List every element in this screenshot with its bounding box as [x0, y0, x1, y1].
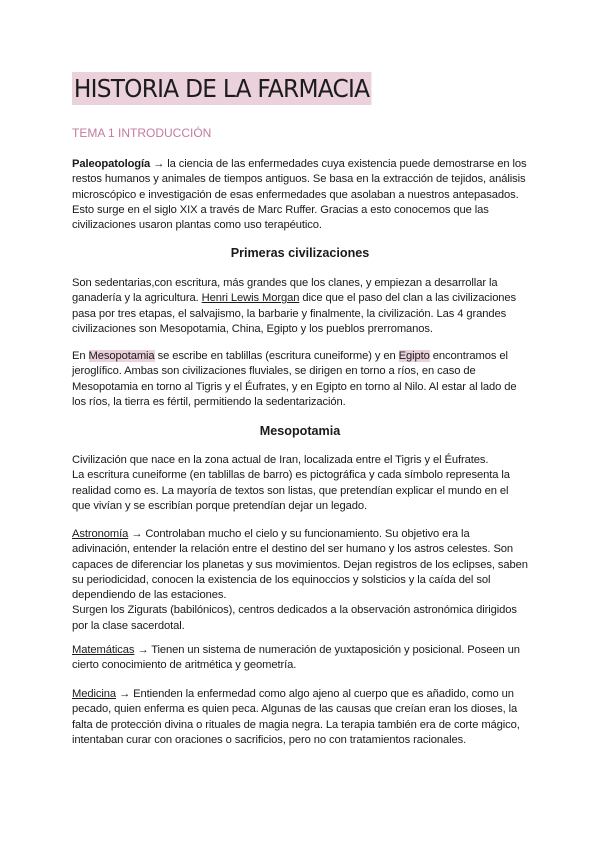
mesopotamia-line-2: La escritura cuneiforme (en tablillas de barro) es pictográfica y cada símbolo representa la realidad como es. La mayoría de textos son listas, que pretendían explicar el mundo en el que vivían y se escribían porque pretendían dejar un legado.: [72, 469, 510, 512]
paleopatologia-text: la ciencia de las enfermedades cuya existencia puede demostrarse en los restos humanos y animales de tiempos antiguos. Se basa en la extracción de tejidos, análisis microscópico e investigación de esas enfermedades que asolaban a nuestros antepasados. Esto surge en el siglo XIX a través de Marc Ruffer. Gracias a esto conocemos que las civilizaciones usaron plantas como uso terapéutico.: [72, 158, 527, 232]
mesopotamia-highlight: Mesopotamia: [88, 350, 155, 362]
henri-lewis-morgan-name: Henri Lewis Morgan: [201, 292, 300, 305]
page-title: HISTORIA DE LA FARMACIA: [73, 74, 370, 103]
astronomia-zigurats: Surgen los Zigurats (babilónicos), centros dedicados a la observación astronómica dirigidos por la clase sacerdotal.: [72, 604, 517, 632]
primeras-p2-text-a: En: [72, 350, 89, 362]
section-subtitle: TEMA 1 INTRODUCCIÓN: [72, 126, 212, 140]
primeras-paragraph-2: [72, 349, 528, 410]
medicina-text: → Entienden la enfermedad como algo ajeno al cuerpo que es añadido, como un pecado, quien enferma es quien peca. Algunas de las causas que creían eran los dioses, la falta de protección divina o rituales de magia negra. La terapia también era de corte mágico, intentaban curar con oraciones o sacrificios, pero no con tratamientos racionales.: [72, 688, 520, 746]
primeras-p2-text-c: encontramos el jeroglífico. Ambas son civilizaciones fluviales, se dirigen en torno a ríos, en caso de Mesopotamia en torno al Tigris y el Éufrates, y en Egipto en torno al Nilo. Al estar al lado de los ríos, la tierra es fértil, permitiendo la sedentarización.: [72, 350, 517, 408]
matematicas-paragraph: [72, 643, 528, 674]
matematicas-text: → Tienen un sistema de numeración de yuxtaposición y posicional. Poseen un cierto conocimiento de aritmética y geometría.: [72, 644, 520, 672]
mesopotamia-paragraph-1: [72, 453, 528, 514]
astronomia-text: → Controlaban mucho el cielo y su funcionamiento. Su objetivo era la adivinación, entender la relación entre el destino del ser humano y los astros celestes. Son capaces de diferenciar los planetas y sus movimientos. Dejan registros de los eclipses, saben su periodicidad, conocen la existencia de los equinoccios y solsticios y la caída del sol dependiendo de las estaciones.: [72, 528, 528, 602]
medicina-paragraph: [72, 687, 528, 748]
heading-mesopotamia: Mesopotamia: [259, 424, 341, 438]
primeras-text-a: Son sedentarias,con escritura, más grandes que los clanes, y empiezan a desarrollar la ganadería y la agricultura.: [72, 277, 498, 305]
primeras-paragraph-1: [72, 276, 528, 337]
astronomia-term: Astronomía: [72, 528, 129, 540]
primeras-text-b: dice que el paso del clan a las civilizaciones pasa por tres etapas, el salvajismo, la barbarie y finalmente, la civilización. Las 4 grandes civilizaciones son Mesopotamia, China, Egipto y los pueblos prerromanos.: [72, 292, 517, 335]
primeras-p2-text-b: se escribe en tablillas (escritura cuneiforme) y en: [154, 350, 399, 362]
egipto-highlight: Egipto: [398, 350, 430, 362]
paleopatologia-term: Paleopatología: [72, 158, 151, 170]
medicina-term: Medicina: [72, 688, 116, 700]
astronomia-paragraph: [72, 527, 528, 634]
heading-primeras-civilizaciones: Primeras civilizaciones: [230, 246, 370, 260]
matematicas-term: Matemáticas: [72, 644, 135, 656]
paleopatologia-paragraph: [72, 157, 528, 233]
arrow-icon: →: [150, 158, 168, 170]
mesopotamia-line-1: Civilización que nace en la zona actual de Iran, localizada entre el Tigris y el Éufrates.: [72, 454, 489, 466]
